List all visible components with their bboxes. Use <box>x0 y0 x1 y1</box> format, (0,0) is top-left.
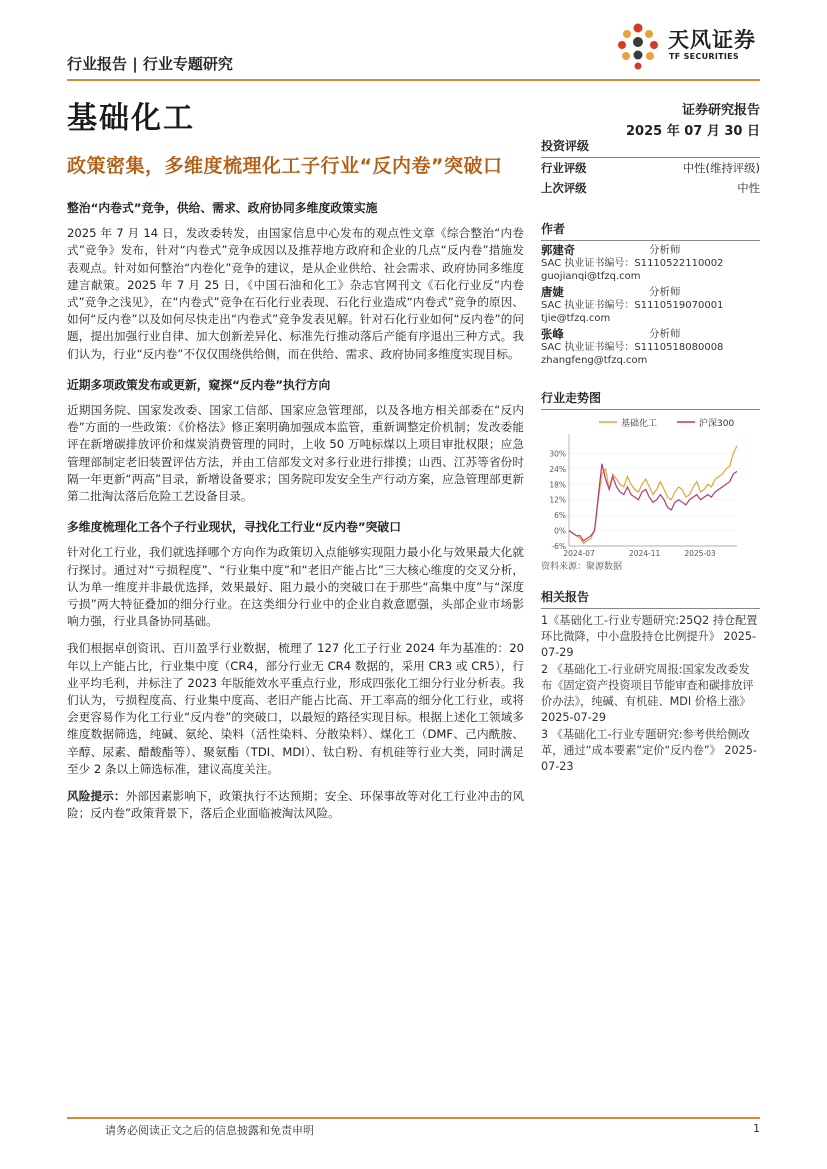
section-heading: 多维度梳理化工各个子行业现状，寻找化工行业“反内卷”突破口 <box>67 520 402 535</box>
analyst-sac: SAC 执业证书编号：S1110518080008 <box>541 342 724 353</box>
chart-title: 行业走势图 <box>541 389 760 410</box>
analyst-sac: SAC 执业证书编号：S1110519070001 <box>541 300 724 311</box>
rating-table <box>541 158 760 198</box>
related-report-link[interactable]: 1《基础化工-行业专题研究:25Q2 持仓配置环比微降，中小盘股持仓比例提升》 2025-07-29 <box>541 614 758 659</box>
y-tick-label: 6% <box>554 511 566 521</box>
rating-title: 投资评级 <box>541 137 760 158</box>
analyst-name: 张峰 <box>541 327 564 341</box>
y-tick-label: 30% <box>549 449 566 459</box>
related-report-link[interactable]: 2 《基础化工-行业研究周报:国家发改委发布《固定资产投资项目节能审查和碳排放评价办法》，纯碱、有机硅、MDI 价格上涨》 2025-07-29 <box>541 663 754 724</box>
page-number: 1 <box>753 1122 760 1135</box>
legend-label: 沪深300 <box>699 419 735 429</box>
rating-row <box>541 158 760 178</box>
related-title: 相关报告 <box>541 588 760 609</box>
body-paragraph: 针对化工行业，我们就选择哪个方向作为政策切入点能够实现阻力最小化与效果最大化就行探讨。通过对“亏损程度”、“行业集中度”和“老旧产能占比”三大核心维度的交叉分析，认为单一维度并非最优选择，效果最好、阻力最小的突破口在于那些“高集中度”与“深度亏损”两大特征叠加的细分行业。在这类细分行业中的企业自救意愿强，头部企业市场影响力强，行业具备协同基础。 <box>67 545 524 629</box>
y-tick-label: -6% <box>551 542 566 551</box>
analyst-email[interactable]: tjie@tfzq.com <box>541 313 611 324</box>
body-paragraph: 2025 年 7 月 14 日，发改委转发，由国家信息中心发布的观点性文章《综合整治“内卷式”竞争》发布，针对“内卷式”竞争成因以及推荐地方政府和企业的几点“反内卷”措施发表观点。针对如何整治“内卷化”竞争的建议，是从企业供给、社会需求、政府协同多维度建言献策。2025 年 7 月 25 日，《中国石油和化工》杂志官网刊文《石化行业反“内卷式”竞争之浅见》，在“内卷式”竞争在石化行业表现、石化行业造成“内卷式”竞争的原因、如何“反内卷”以及如何尽快走出“内卷式”竞争发表见解。针对石化行业如何“反内卷”的问题，提出加强行业自律、加大创新差异化、标准先行推动落后产能有序退出三种方式。我们认为，行业“反内卷”不仅仅围绕供给侧，而在供给、需求、政府协同多维度实现目标。 <box>67 226 524 361</box>
analyst-role: 分析师 <box>649 286 681 298</box>
section-3 <box>67 519 524 778</box>
rating-value: 中性(维持评级) <box>682 161 760 175</box>
x-tick-label: 2024-07 <box>563 549 595 558</box>
risk-text: 外部因素影响下，政策执行不达预期；安全、环保事故等对化工行业冲击的风险；反内卷”政策背景下，落后企业面临被淘汰风险。 <box>67 789 524 821</box>
header-rule <box>67 79 760 81</box>
section-2 <box>67 377 524 505</box>
analyst-name: 郭建奇 <box>541 243 576 257</box>
section-1 <box>67 200 524 363</box>
rating-row <box>541 178 760 198</box>
trend-chart-svg <box>541 410 760 560</box>
analyst-card <box>541 244 760 283</box>
body-paragraph: 我们根据卓创资讯、百川盈孚行业数据，梳理了 127 化工子行业 2024 年为基准的：20 年以上产能占比，行业集中度（CR4，部分行业无 CR4 数据的，采用 CR3 或 CR5），行业平均毛利，并标注了 2023 年版能效水平重点行业，形成四张化工细分行业分析表。我们认为，亏损程度高、行业集中度高、老旧产能占比高、开工率高的细分化工行业，或将会更容易作为化工行业“反内卷”的突破口，以最短的路径实现目标。根据上述化工领域多维度数据筛选，纯碱、氨纶、染料（活性染料、分散染料）、煤化工（DMF、己内酰胺、辛醇、尿素、醋酸酯等）、聚氨酯（TDI、MDI）、钛白粉、有机硅等行业大类，同时满足至少 2 条以上筛选标准，建议高度关注。 <box>67 641 524 776</box>
analyst-role: 分析师 <box>649 328 681 340</box>
section-heading: 近期多项政策发布或更新，窥探“反内卷”执行方向 <box>67 377 331 392</box>
y-tick-label: 0% <box>554 526 566 536</box>
analyst-sac: SAC 执业证书编号：S1110522110002 <box>541 258 724 269</box>
body-paragraph: 近期国务院、国家发改委、国家工信部、国家应急管理部，以及各地方相关部委在“反内卷”方面的一些政策：《价格法》修正案明确加强成本监管，重新调整定价机制；发改委能评在新增碳排放评价和煤炭消费管理的同时，上收 50 万吨标煤以上项目审批权限；应急管理部制定老旧装置评估方法，并由工信部发文对多行业进行排摸；山西、江苏等省份时隔一年更新“两高”目录，新增设备要求；国务院印发安全生产行动方案，应急管理部更新第二批淘汰落后危险工艺设备目录。 <box>67 403 524 504</box>
analyst-name: 唐婕 <box>541 285 564 299</box>
related-list <box>541 613 760 775</box>
risk-label: 风险提示： <box>67 789 126 804</box>
y-tick-label: 18% <box>549 480 566 490</box>
footer-rule <box>67 1117 760 1119</box>
report-headline: 政策密集，多维度梳理化工子行业“反内卷”突破口 <box>67 155 503 177</box>
sector-title: 基础化工 <box>67 101 195 136</box>
x-tick-label: 2025-03 <box>684 549 716 558</box>
company-logo <box>612 22 762 72</box>
y-tick-label: 12% <box>549 495 566 505</box>
rating-value: 中性 <box>737 181 760 195</box>
risk-warning <box>67 788 524 822</box>
related-report-link[interactable]: 3 《基础化工-行业专题研究:参考供给侧改革，通过“成本要素”定价“反内卷”》 2025-07-23 <box>541 728 757 773</box>
series-line-2 <box>569 464 737 541</box>
footer-disclaimer[interactable]: 请务必阅读正文之后的信息披露和免责申明 <box>105 1124 314 1137</box>
logo-text-cn: 天风证券 <box>668 28 756 52</box>
y-tick-label: 24% <box>549 464 566 474</box>
main-body <box>67 200 524 833</box>
analyst-card <box>541 328 760 367</box>
logo-mark-icon <box>612 22 664 72</box>
chart-source: 资料来源：聚源数据 <box>541 562 623 572</box>
rating-label: 行业评级 <box>541 161 587 175</box>
x-tick-label: 2024-11 <box>628 549 661 558</box>
breadcrumb: 行业报告 | 行业专题研究 <box>67 55 233 73</box>
rating-label: 上次评级 <box>541 181 587 195</box>
report-date: 2025 年 07 月 30 日 <box>626 124 760 139</box>
analyst-role: 分析师 <box>649 244 681 256</box>
analyst-card <box>541 286 760 325</box>
report-type: 证券研究报告 <box>681 103 760 118</box>
sidebar <box>541 137 760 367</box>
authors-title: 作者 <box>541 220 760 241</box>
section-heading: 整治“内卷式”竞争，供给、需求、政府协同多维度政策实施 <box>67 201 378 215</box>
analyst-email[interactable]: zhangfeng@tfzq.com <box>541 355 648 366</box>
analyst-email[interactable]: guojianqi@tfzq.com <box>541 271 641 282</box>
related-reports <box>541 588 760 776</box>
industry-trend-chart <box>541 389 760 564</box>
legend-label: 基础化工 <box>621 419 658 429</box>
logo-text-en: TF SECURITIES <box>669 52 739 61</box>
